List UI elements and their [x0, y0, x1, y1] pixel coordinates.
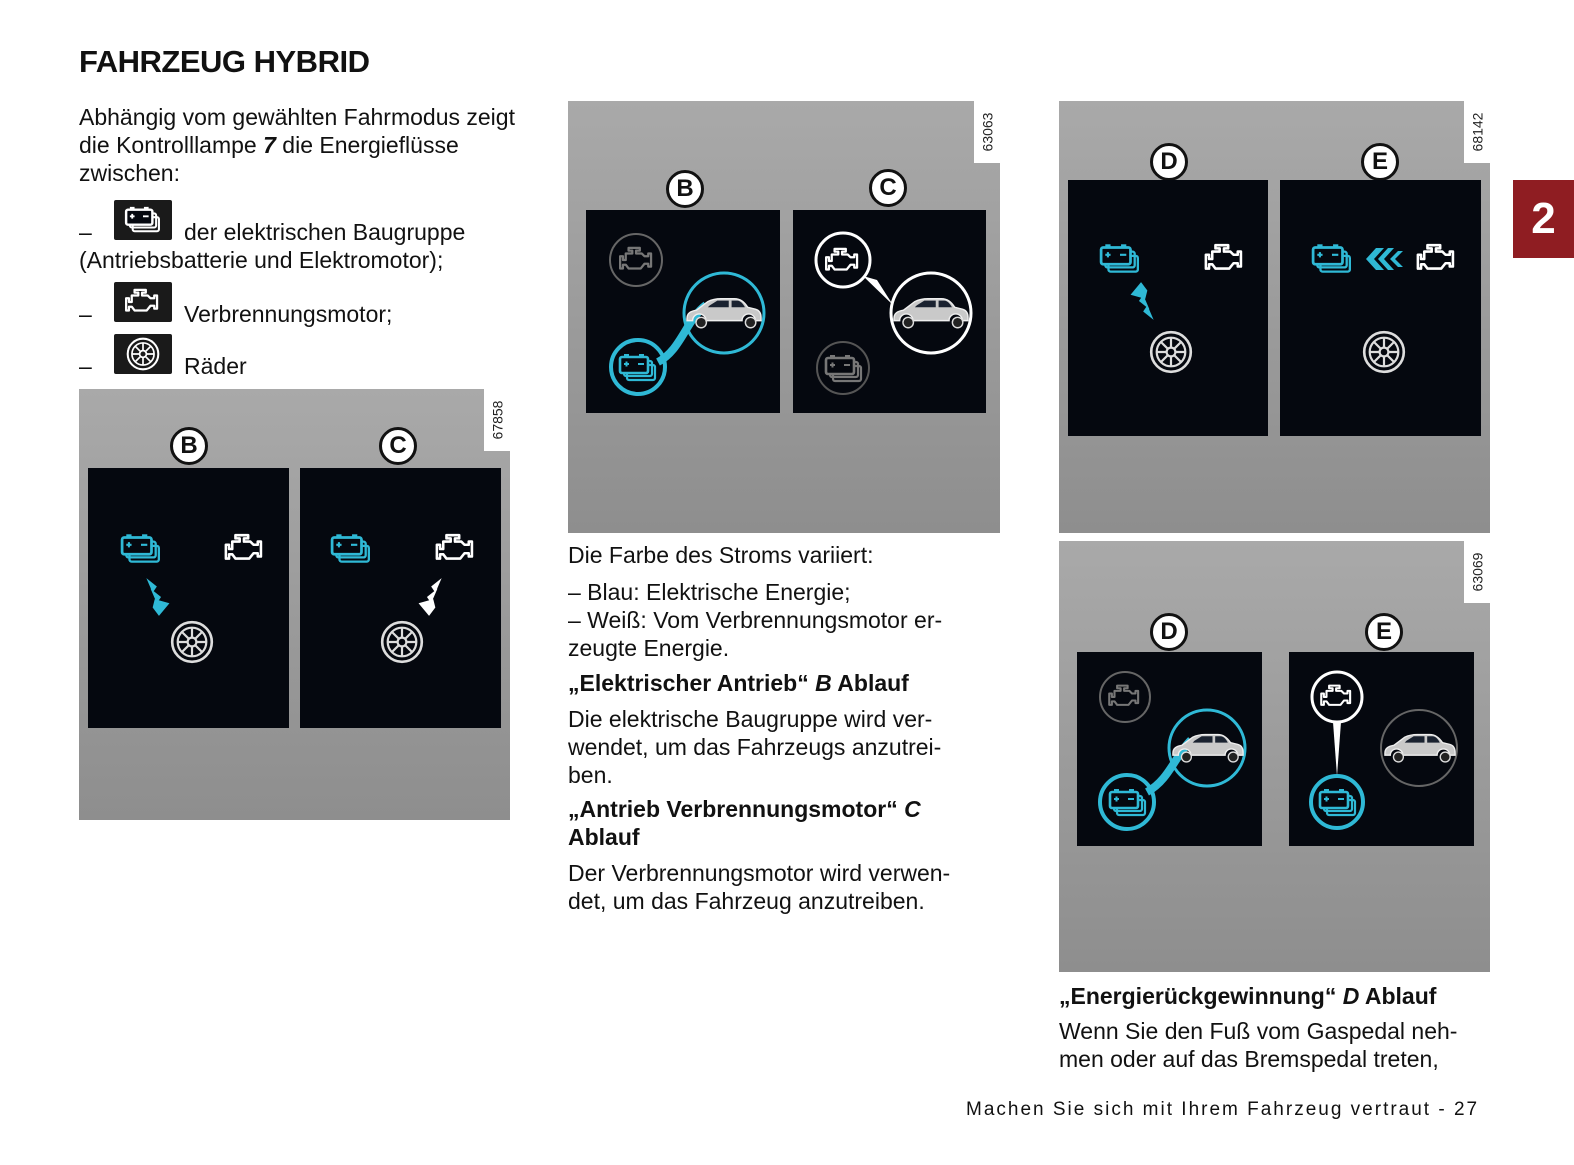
battery-icon [120, 532, 162, 566]
label-b: B [666, 170, 704, 208]
label-b: B [170, 427, 208, 465]
section-d-body: Wenn Sie den Fuß vom Gaspedal neh- men oder auf das Bremspedal treten, [1059, 1018, 1458, 1072]
energy-flow-arrow-icon [144, 576, 176, 618]
figure-number: 67858 [484, 389, 510, 451]
section-b-heading: „Elektrischer Antrieb“ B Ablauf [568, 670, 909, 696]
display-screen-b [586, 210, 780, 413]
engine-icon [1317, 683, 1357, 711]
engine-icon [1201, 242, 1249, 276]
legend-text-battery: der elektrischen Baugruppe [184, 219, 466, 245]
color-item-white-cont: zeugte Energie. [568, 635, 730, 661]
figure-67858 [79, 389, 510, 820]
battery-icon [1311, 242, 1353, 276]
intro-text-2: die Energieflüsse zwischen: [79, 132, 459, 186]
label-d: D [1150, 613, 1188, 651]
page-footer: Machen Sie sich mit Ihrem Fahrzeug vertraut - 27 [966, 1099, 1480, 1120]
section-d-heading: „Energierückgewinnung“ D Ablauf [1059, 983, 1437, 1009]
legend-item-wheel [79, 334, 539, 379]
color-intro: Die Farbe des Stroms variiert: [568, 542, 874, 568]
display-screen-d [1077, 652, 1262, 846]
engine-icon [432, 532, 480, 566]
battery-icon [330, 532, 372, 566]
wheel-icon [380, 620, 424, 664]
car-icon [1167, 730, 1249, 766]
wheel-icon [170, 620, 214, 664]
engine-icon [822, 246, 864, 276]
figure-63063 [568, 101, 1000, 533]
engine-icon [616, 245, 658, 275]
label-c: C [379, 427, 417, 465]
legend-item-battery [79, 200, 539, 273]
battery-icon [114, 200, 172, 240]
engine-icon [221, 532, 269, 566]
energy-flow-arrow-icon [1364, 246, 1404, 272]
battery-icon [824, 353, 864, 385]
legend-text-wheel: Räder [184, 353, 247, 379]
page-title: FAHRZEUG HYBRID [79, 44, 370, 79]
legend-item-engine [79, 282, 539, 327]
car-icon [1379, 730, 1461, 766]
wheel-icon [1149, 330, 1193, 374]
legend-text-engine: Verbrennungsmotor; [184, 301, 393, 327]
figure-68142 [1059, 101, 1490, 533]
display-screen-c [300, 468, 501, 728]
display-screen-b [88, 468, 289, 728]
display-screen-e [1289, 652, 1474, 846]
color-item-white: – Weiß: Vom Verbrennungsmotor er- [568, 607, 943, 633]
legend-dash: – [79, 219, 92, 245]
wheel-icon [1362, 330, 1406, 374]
battery-icon [1318, 787, 1358, 819]
label-e: E [1361, 143, 1399, 181]
figure-number: 63063 [974, 101, 1000, 163]
energy-flow-arrow-icon [412, 576, 444, 618]
figure-number: 63069 [1464, 541, 1490, 603]
car-icon [888, 294, 974, 332]
figure-63069 [1059, 541, 1490, 972]
wheel-icon [114, 334, 172, 374]
battery-icon [618, 352, 658, 384]
intro-text-1: Abhängig vom gewählten Fahrmodus zeigt die Kontrolllampe [79, 104, 515, 158]
section-c-heading: „Antrieb Verbrennungsmotor“ C Ablauf [568, 796, 921, 850]
label-d: D [1150, 143, 1188, 181]
engine-icon [1413, 242, 1461, 276]
figure-number: 68142 [1464, 101, 1490, 163]
display-screen-e [1280, 180, 1481, 436]
label-e: E [1365, 613, 1403, 651]
display-screen-c [793, 210, 986, 413]
legend-dash: – [79, 301, 92, 327]
lamp-number: 7 [263, 132, 276, 158]
label-c: C [869, 169, 907, 207]
energy-flow-arrow-icon [1124, 280, 1156, 322]
engine-icon [1105, 683, 1145, 711]
engine-icon [114, 282, 172, 322]
legend-text-battery-2: (Antriebsbatterie und Elektromotor); [79, 247, 444, 273]
legend-dash: – [79, 353, 92, 379]
chapter-tab[interactable]: 2 [1513, 180, 1574, 258]
car-icon [681, 294, 767, 332]
display-screen-d [1068, 180, 1268, 436]
section-c-body: Der Verbrennungsmotor wird verwen- det, um das Fahrzeug anzutreiben. [568, 860, 951, 914]
intro-paragraph [79, 103, 529, 187]
section-b-body: Die elektrische Baugruppe wird ver- wendet, um das Fahrzeugs anzutrei- ben. [568, 706, 942, 788]
battery-icon [1108, 787, 1148, 819]
color-item-blue: – Blau: Elektrische Energie; [568, 579, 851, 605]
battery-icon [1099, 242, 1141, 276]
